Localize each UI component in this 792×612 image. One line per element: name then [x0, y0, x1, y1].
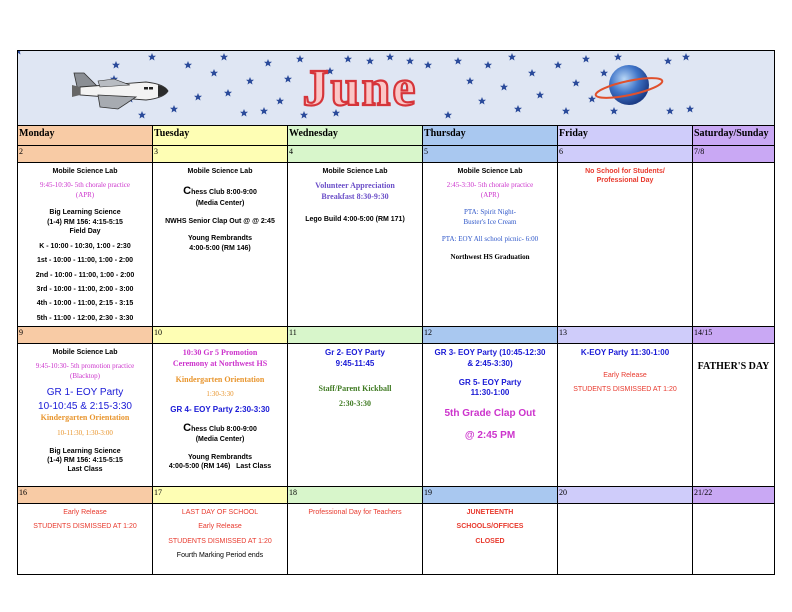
event: Kindergarten Orientation	[40, 413, 130, 423]
event: Lego Build 4:00-5:00 (RM 171)	[305, 216, 405, 224]
event: (APR)	[480, 190, 500, 199]
event: (Media Center)	[195, 436, 245, 444]
event-title: Mobile Science Lab	[322, 168, 388, 175]
event-text: Last Class	[236, 463, 272, 471]
header-thursday: Thursday	[423, 126, 558, 146]
event: Field Day	[69, 228, 101, 236]
event: Breakfast 8:30-9:30	[321, 192, 389, 202]
cell-monday-9	[18, 344, 153, 487]
date-12: 12	[423, 327, 558, 344]
event: Early Release	[603, 371, 647, 379]
event: 5th Grade Clap Out	[444, 408, 536, 420]
event: Kindergarten Orientation	[175, 374, 265, 384]
header-monday: Monday	[18, 126, 153, 146]
event: STUDENTS DISMISSED AT 1:20	[33, 523, 137, 531]
date-11: 11	[288, 327, 423, 344]
event: Gr 2- EOY Party	[325, 348, 385, 357]
event: SCHOOLS/OFFICES	[456, 523, 524, 531]
dropcap: C	[183, 185, 192, 198]
event	[153, 421, 287, 436]
event: Professional Day	[596, 177, 654, 185]
event-title: Mobile Science Lab	[187, 168, 253, 175]
event: STUDENTS DISMISSED AT 1:20	[573, 386, 677, 394]
event: Ceremony at Northwest HS	[172, 358, 268, 368]
event	[153, 184, 287, 199]
event: JUNETEENTH	[466, 509, 514, 516]
event: 2:45-3:30- 5th chorale practice	[446, 181, 534, 190]
date-13: 13	[558, 327, 693, 344]
date-4: 4	[288, 146, 423, 163]
event: 9:45-10:30- 5th promotion practice	[35, 362, 135, 371]
event: 2:30-3:30	[339, 399, 371, 409]
event-text: 4:00-5:00 (RM 146)	[168, 463, 231, 471]
cell-wednesday-11	[288, 344, 423, 487]
event: 2nd - 10:00 - 11:00, 1:00 - 2:00	[35, 271, 135, 279]
cell-friday-13	[558, 344, 693, 487]
cell-wednesday-18	[288, 504, 423, 574]
event-title: Mobile Science Lab	[52, 349, 118, 356]
cell-tuesday-3	[153, 163, 288, 327]
event: K - 10:00 - 10:30, 1:00 - 2:30	[39, 242, 131, 250]
event: (Media Center)	[195, 200, 245, 208]
date-21-22: 21/22	[693, 487, 774, 504]
event: 9:45-10:30- 5th chorale practice	[40, 181, 130, 190]
cell-friday-6	[558, 163, 693, 327]
event: 5th - 11:00 - 12:00, 2:30 - 3:30	[36, 314, 134, 322]
event: GR 3- EOY Party (10:45-12:30	[434, 348, 546, 357]
date-10: 10	[153, 327, 288, 344]
event: No School for Students/	[585, 168, 665, 175]
event: (1-4) RM 156: 4:15-5:15	[47, 218, 123, 226]
event: Staff/Parent Kickball	[318, 383, 392, 393]
date-16: 16	[18, 487, 153, 504]
event	[153, 462, 287, 471]
event: K-EOY Party 11:30-1:00	[580, 348, 670, 357]
cell-monday-16	[18, 504, 153, 574]
event: (1-4) RM 156: 4:15-5:15	[47, 456, 123, 464]
event: Northwest HS Graduation	[450, 252, 530, 261]
event: Fourth Marking Period ends	[176, 552, 264, 560]
date-9: 9	[18, 327, 153, 344]
date-14-15: 14/15	[693, 327, 774, 344]
event: 11:30-1:00	[470, 388, 510, 398]
cell-weekend-14-15	[693, 344, 774, 487]
cell-weekend-21-22	[693, 504, 774, 574]
event: @ 2:45 PM	[464, 429, 516, 441]
dropcap: C	[183, 421, 192, 434]
event: 4:00-5:00 (RM 146)	[189, 244, 251, 252]
event: 4th - 10:00 - 11:00, 2:15 - 3:15	[36, 300, 134, 308]
event: 10:30 Gr 5 Promotion	[182, 348, 258, 357]
event: GR 5- EOY Party	[458, 377, 522, 387]
event: (APR)	[75, 190, 95, 199]
banner-title: June	[302, 60, 418, 117]
event: Early Release	[63, 509, 107, 516]
date-5: 5	[423, 146, 558, 163]
space-shuttle-icon	[72, 73, 168, 109]
event: 10-10:45 & 2:15-3:30	[38, 400, 132, 412]
event: FATHER'S DAY	[697, 361, 770, 372]
header-wednesday: Wednesday	[288, 126, 423, 146]
event: PTA: EOY All school picnic- 6:00	[441, 235, 539, 244]
event: 1:30-3:30	[206, 390, 234, 399]
date-17: 17	[153, 487, 288, 504]
date-18: 18	[288, 487, 423, 504]
event-title: Mobile Science Lab	[457, 168, 523, 175]
event: & 2:45-3:30)	[467, 358, 513, 368]
event: Big Learning Science	[49, 209, 121, 217]
cell-tuesday-10	[153, 344, 288, 487]
event: Big Learning Science	[49, 447, 121, 455]
header-tuesday: Tuesday	[153, 126, 288, 146]
event: Buster's Ice Cream	[463, 217, 517, 226]
date-19: 19	[423, 487, 558, 504]
event: LAST DAY OF SCHOOL	[181, 509, 259, 516]
event: CLOSED	[475, 537, 505, 545]
event: (Blacktop)	[70, 371, 100, 380]
cell-monday-2	[18, 163, 153, 327]
header-friday: Friday	[558, 126, 693, 146]
date-7-8: 7/8	[693, 146, 774, 163]
event: 9:45-11:45	[335, 358, 375, 368]
cell-thursday-5	[423, 163, 558, 327]
event-text: hess Club 8:00-9:00	[191, 425, 257, 433]
cell-thursday-12	[423, 344, 558, 487]
event: STUDENTS DISMISSED AT 1:20	[168, 537, 272, 545]
cell-thursday-19	[423, 504, 558, 574]
event: GR 1- EOY Party	[46, 387, 124, 399]
date-20: 20	[558, 487, 693, 504]
event: Volunteer Appreciation	[315, 181, 395, 191]
event-title: Mobile Science Lab	[52, 168, 118, 175]
event: 3rd - 10:00 - 11:00, 2:00 - 3:00	[36, 285, 134, 293]
event-text: hess Club 8:00-9:00	[191, 189, 257, 197]
event: Young Rembrandts	[187, 235, 253, 243]
event: NWHS Senior Clap Out @ @ 2:45	[165, 217, 275, 225]
event: 10-11:30, 1:30-3:00	[57, 429, 113, 438]
event: Early Release	[198, 523, 242, 531]
cell-wednesday-4	[288, 163, 423, 327]
event: Last Class	[67, 466, 103, 474]
cell-tuesday-17	[153, 504, 288, 574]
banner-art	[18, 51, 774, 126]
cell-friday-20	[558, 504, 693, 574]
event: PTA: Spirit Night-	[464, 208, 516, 217]
date-2: 2	[18, 146, 153, 163]
date-3: 3	[153, 146, 288, 163]
event: 1st - 10:00 - 11:00, 1:00 - 2:00	[36, 257, 134, 265]
cell-weekend-7-8	[693, 163, 774, 327]
event: GR 4- EOY Party 2:30-3:30	[170, 404, 270, 414]
event: Young Rembrandts	[187, 453, 253, 461]
calendar-banner	[18, 51, 774, 126]
date-6: 6	[558, 146, 693, 163]
header-saturday-sunday: Saturday/Sunday	[693, 126, 774, 146]
event: Professional Day for Teachers	[308, 509, 402, 516]
june-calendar	[17, 50, 775, 575]
